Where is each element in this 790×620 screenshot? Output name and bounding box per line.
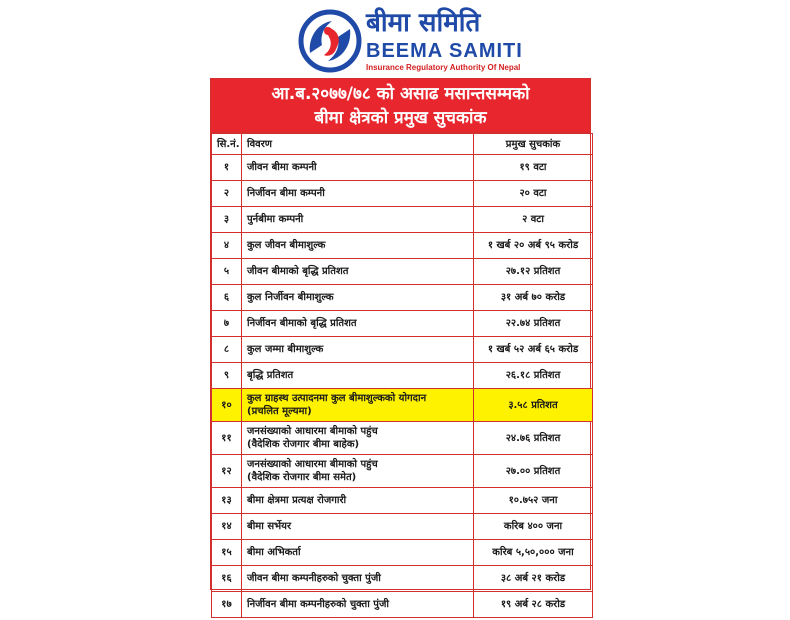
row-serial-number: १५ xyxy=(212,540,242,566)
table-row xyxy=(212,389,593,422)
row-description-line: निर्जीवन बीमा कम्पनी xyxy=(247,188,325,199)
brand-tagline: Insurance Regulatory Authority Of Nepal xyxy=(366,63,521,72)
table-row xyxy=(212,422,593,455)
row-description-line: बीमा क्षेत्रमा प्रत्यक्ष रोजगारी xyxy=(247,495,347,506)
row-description-line: जीवन बीमा कम्पनीहरुको चुक्ता पुंजी xyxy=(247,573,381,584)
row-indicator-value: २६.१८ प्रतिशत xyxy=(474,363,593,389)
row-indicator-value: २ वटा xyxy=(474,207,593,233)
row-description xyxy=(242,259,474,285)
row-description xyxy=(242,363,474,389)
row-description-line: जीवन बीमाको बृद्धि प्रतिशत xyxy=(247,266,349,277)
row-indicator-value: ३१ अर्ब ७० करोड xyxy=(474,285,593,311)
row-description-line: निर्जीवन बीमाको बृद्धि प्रतिशत xyxy=(247,318,357,329)
sheet-title-line-1: आ.ब.२०७७/७८ को असाढ मसान्तसम्मको xyxy=(271,84,530,104)
table-row xyxy=(212,488,593,514)
row-serial-number: ९ xyxy=(212,363,242,389)
row-indicator-value: २४.७६ प्रतिशत xyxy=(474,422,593,455)
row-description-line: कुल जम्मा बीमाशुल्क xyxy=(247,344,324,355)
row-description-line: कुल जीवन बीमाशुल्क xyxy=(247,240,326,251)
row-indicator-value: २७.०० प्रतिशत xyxy=(474,455,593,488)
row-indicator-value: २७.१२ प्रतिशत xyxy=(474,259,593,285)
brand-name-nepali: बीमा समिति xyxy=(366,8,481,38)
table-row xyxy=(212,455,593,488)
row-description-line: बृद्धि प्रतिशत xyxy=(247,370,294,381)
row-indicator-value: ३८ अर्ब २१ करोड xyxy=(474,566,593,592)
row-serial-number: १ xyxy=(212,155,242,181)
row-serial-number: ६ xyxy=(212,285,242,311)
row-description xyxy=(242,455,474,488)
row-indicator-value: २० वटा xyxy=(474,181,593,207)
row-description xyxy=(242,566,474,592)
row-serial-number: ८ xyxy=(212,337,242,363)
row-description xyxy=(242,207,474,233)
table-row xyxy=(212,514,593,540)
row-description xyxy=(242,422,474,455)
table-row xyxy=(212,259,593,285)
row-description xyxy=(242,337,474,363)
row-description xyxy=(242,514,474,540)
row-serial-number: १६ xyxy=(212,566,242,592)
row-indicator-value: १९ वटा xyxy=(474,155,593,181)
row-description xyxy=(242,592,474,618)
table-row xyxy=(212,207,593,233)
indicator-sheet xyxy=(210,78,591,610)
row-description-line: जनसंख्याको आधारमा बीमाको पहुंच xyxy=(247,459,378,470)
row-description xyxy=(242,181,474,207)
table-row xyxy=(212,566,593,592)
indicator-table xyxy=(211,133,593,618)
table-row xyxy=(212,233,593,259)
row-description xyxy=(242,311,474,337)
row-description-line: कुल ग्राहस्थ उत्पादनमा कुल बीमाशुल्कको योगदान xyxy=(247,393,427,404)
table-row xyxy=(212,540,593,566)
header-key-indicator: प्रमुख सुचकांक xyxy=(474,134,593,155)
row-serial-number: ४ xyxy=(212,233,242,259)
row-indicator-value: २२.७४ प्रतिशत xyxy=(474,311,593,337)
row-description-line: कुल निर्जीवन बीमाशुल्क xyxy=(247,292,334,303)
row-description xyxy=(242,155,474,181)
table-row xyxy=(212,155,593,181)
table-body xyxy=(212,155,593,618)
table-row xyxy=(212,285,593,311)
row-description-line: बीमा सर्भेयर xyxy=(247,521,292,532)
row-serial-number: ११ xyxy=(212,422,242,455)
row-description-line: जनसंख्याको आधारमा बीमाको पहुंच xyxy=(247,426,378,437)
row-indicator-value: १०.७५२ जना xyxy=(474,488,593,514)
row-description-line: (वैदेशिक रोजगार बीमा बाहेक) xyxy=(247,439,360,450)
row-indicator-value: करिब ४०० जना xyxy=(474,514,593,540)
beema-samiti-emblem-icon xyxy=(298,9,362,73)
table-row xyxy=(212,337,593,363)
header-description: विवरण xyxy=(242,134,474,155)
header-serial-number: सि.नं. xyxy=(212,134,242,155)
row-indicator-value: ३.५८ प्रतिशत xyxy=(474,389,593,422)
table-row xyxy=(212,311,593,337)
brand-logo xyxy=(298,7,523,73)
row-serial-number: १३ xyxy=(212,488,242,514)
row-indicator-value: १९ अर्ब २८ करोड xyxy=(474,592,593,618)
row-serial-number: १४ xyxy=(212,514,242,540)
row-description xyxy=(242,540,474,566)
row-serial-number: १२ xyxy=(212,455,242,488)
row-serial-number: ७ xyxy=(212,311,242,337)
row-serial-number: ५ xyxy=(212,259,242,285)
row-description xyxy=(242,389,474,422)
row-description-line: पुर्नबीमा कम्पनी xyxy=(247,214,304,225)
table-row xyxy=(212,181,593,207)
row-description xyxy=(242,488,474,514)
row-indicator-value: करिब ५,५०,००० जना xyxy=(474,540,593,566)
row-serial-number: १० xyxy=(212,389,242,422)
row-description-line: (वैदेशिक रोजगार बीमा समेत) xyxy=(247,472,357,483)
table-row xyxy=(212,363,593,389)
table-header-row xyxy=(212,134,593,155)
row-serial-number: २ xyxy=(212,181,242,207)
row-description-line: निर्जीवन बीमा कम्पनीहरुको चुक्ता पुंजी xyxy=(247,599,389,610)
row-description xyxy=(242,285,474,311)
sheet-title-banner xyxy=(211,79,590,133)
row-serial-number: १७ xyxy=(212,592,242,618)
row-description-line: जीवन बीमा कम्पनी xyxy=(247,162,317,173)
sheet-title-line-2: बीमा क्षेत्रको प्रमुख सुचकांक xyxy=(314,108,487,128)
row-description-line: बीमा अभिकर्ता xyxy=(247,547,301,558)
row-indicator-value: १ खर्ब ५२ अर्ब ६५ करोड xyxy=(474,337,593,363)
row-description xyxy=(242,233,474,259)
table-row xyxy=(212,592,593,618)
row-serial-number: ३ xyxy=(212,207,242,233)
row-indicator-value: १ खर्ब २० अर्ब ९५ करोड xyxy=(474,233,593,259)
row-description-line: (प्रचलित मूल्यमा) xyxy=(247,406,312,417)
brand-name-english: BEEMA SAMITI xyxy=(366,40,523,62)
